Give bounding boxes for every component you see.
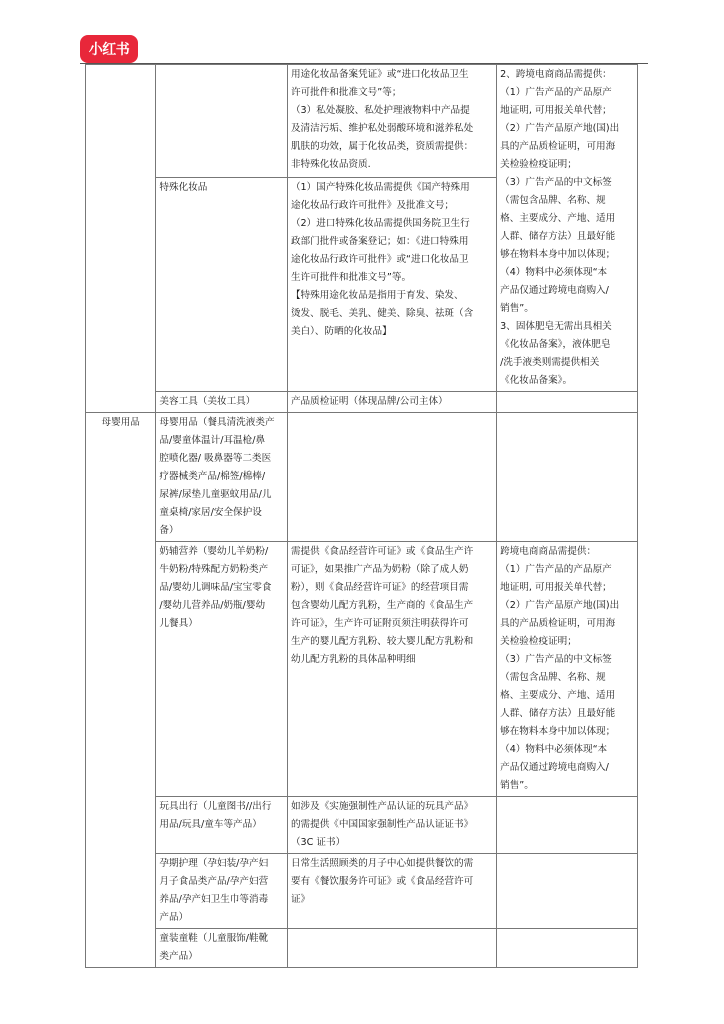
subcategory-cell <box>156 65 288 178</box>
subcategory-cell: 母婴用品（餐具清洗液类产 品/婴童体温计/耳温枪/鼻 腔喷化器/ 吸鼻器等二类医 疗器械类产品/棉签/棉棒/ 尿裤/尿垫儿童驱蚊用品/儿 童桌椅/家居/安全保护设 备） <box>156 413 288 542</box>
subcategory-cell: 特殊化妆品 <box>156 177 288 391</box>
requirement-cell <box>287 413 496 542</box>
table-row <box>86 929 638 968</box>
table-row <box>86 542 638 797</box>
crossborder-cell <box>497 797 638 854</box>
requirement-cell: 日常生活照顾类的月子中心如提供餐饮的需 要有《餐饮服务许可证》或《食品经营许可 证》 <box>287 854 496 929</box>
crossborder-cell <box>497 392 638 413</box>
xiaohongshu-logo: 小红书 <box>80 35 138 63</box>
subcategory-cell: 美容工具（美妆工具） <box>156 392 288 413</box>
requirement-cell: （1）国产特殊化妆品需提供《国产特殊用 途化妆品行政许可批件》及批准文号； （2）进口特殊化妆品需提供国务院卫生行 政部门批件或备案登记；如：《进口特殊用 途化妆品行政许可批件》或“进口化妆品卫 生许可批件和批准文号”等。 【特殊用途化妆品是指用于育发、染发、 烫发、脱毛、美乳、健美、除臭、祛斑（含 美白）、防晒的化妆品】 <box>287 177 496 391</box>
subcategory-cell: 奶辅营养（婴幼儿羊奶粉/ 牛奶粉/特殊配方奶粉类产 品/婴幼儿调味品/宝宝零食 /婴幼儿营养品/奶瓶/婴幼 儿餐具） <box>156 542 288 797</box>
qualification-table <box>85 64 638 968</box>
requirement-cell: 需提供《食品经营许可证》或《食品生产许 可证》，如果推广产品为奶粉（除了成人奶 粉），则《食品经营许可证》的经营项目需 包含婴幼儿配方乳粉，生产商的《食品生产 许可证》，生产许可证附页须注明获得许可 生产的婴儿配方乳粉、较大婴儿配方乳粉和 幼儿配方乳粉的具体品种明细 <box>287 542 496 797</box>
crossborder-cell <box>497 929 638 968</box>
table-row <box>86 413 638 542</box>
requirement-cell: 如涉及《实施强制性产品认证的玩具产品》 的需提供《中国国家强制性产品认证证书》 （3C 证书） <box>287 797 496 854</box>
crossborder-cell <box>497 413 638 542</box>
crossborder-cell: 2、跨境电商商品需提供： （1）广告产品的产品原产 地证明, 可用报关单代替； （2）广告产品原产地(国)出 具的产品质检证明，可用海 关检验检疫证明； （3）广告产品的中文标签 （需包含品牌、名称、规 格、主要成分、产地、适用 人群、储存方法）且最好能 够在物料本身中加以体现； （4）物料中必须体现“本 产品仅通过跨境电商购入/ 销售”。 3、固体肥皂无需出具相关 《化妆品备案》，液体肥皂 /洗手液类则需提供相关 《化妆品备案》。 <box>497 65 638 392</box>
subcategory-cell: 孕期护理（孕妇装/孕产妇 月子食品类产品/孕产妇营 养品/孕产妇卫生巾等消毒 产品） <box>156 854 288 929</box>
crossborder-cell <box>497 854 638 929</box>
crossborder-cell: 跨境电商商品需提供： （1）广告产品的产品原产 地证明, 可用报关单代替； （2）广告产品原产地(国)出 具的产品质检证明，可用海 关检验检疫证明； （3）广告产品的中文标签 （需包含品牌、名称、规 格、主要成分、产地、适用 人群、储存方法）且最好能 够在物料本身中加以体现； （4）物料中必须体现“本 产品仅通过跨境电商购入/ 销售”。 <box>497 542 638 797</box>
table-row <box>86 854 638 929</box>
subcategory-cell: 童装童鞋（儿童服饰/鞋靴 类产品） <box>156 929 288 968</box>
subcategory-cell: 玩具出行（儿童图书//出行 用品/玩具/童车等产品） <box>156 797 288 854</box>
category-cell <box>86 65 156 413</box>
table-row <box>86 797 638 854</box>
requirement-cell: 产品质检证明（体现品牌/公司主体） <box>287 392 496 413</box>
requirement-cell: 用途化妆品备案凭证》或“进口化妆品卫生 许可批件和批准文号”等； （3）私处凝胶、私处护理液物料中产品提 及清洁污垢、维护私处弱酸环境和滋养私处 肌肤的功效，属于化妆品类，资质需提供： 非特殊化妆品资质. <box>287 65 496 178</box>
category-cell: 母婴用品 <box>86 413 156 968</box>
requirement-cell <box>287 929 496 968</box>
table-row <box>86 392 638 413</box>
table-row <box>86 65 638 178</box>
